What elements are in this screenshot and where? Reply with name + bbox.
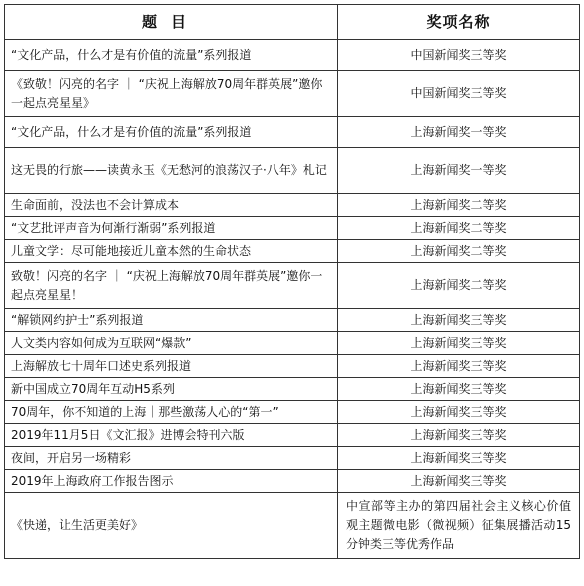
row-title: 生命面前，没法也不会计算成本 xyxy=(5,194,338,217)
row-award: 上海新闻奖三等奖 xyxy=(338,401,580,424)
table-row xyxy=(5,71,580,117)
row-title: 70周年，你不知道的上海｜那些激荡人心的“第一” xyxy=(5,401,338,424)
table-row xyxy=(5,40,580,71)
row-award: 上海新闻奖三等奖 xyxy=(338,470,580,493)
row-award: 上海新闻奖一等奖 xyxy=(338,117,580,148)
row-title: 新中国成立70周年互动H5系列 xyxy=(5,378,338,401)
column-header-title: 题目 xyxy=(5,5,338,40)
table-row xyxy=(5,240,580,263)
row-title: “文艺批评声音为何渐行渐弱”系列报道 xyxy=(5,217,338,240)
table-row xyxy=(5,493,580,559)
table-header-row xyxy=(5,5,580,40)
row-award: 中国新闻奖三等奖 xyxy=(338,71,580,117)
row-award: 中国新闻奖三等奖 xyxy=(338,40,580,71)
row-title: 《快递，让生活更美好》 xyxy=(5,493,338,559)
table-row xyxy=(5,332,580,355)
table-row xyxy=(5,470,580,493)
table-row xyxy=(5,355,580,378)
row-award: 上海新闻奖三等奖 xyxy=(338,424,580,447)
row-title: 2019年11月5日《文汇报》进博会特刊六版 xyxy=(5,424,338,447)
row-award: 上海新闻奖二等奖 xyxy=(338,240,580,263)
row-award: 上海新闻奖二等奖 xyxy=(338,217,580,240)
row-award: 上海新闻奖一等奖 xyxy=(338,148,580,194)
table-row xyxy=(5,401,580,424)
row-title: 致敬！闪亮的名字 ｜ “庆祝上海解放70周年群英展”邀你一起点亮星星！ xyxy=(5,263,338,309)
table-row xyxy=(5,378,580,401)
row-title: “解锁网约护士”系列报道 xyxy=(5,309,338,332)
row-award: 上海新闻奖三等奖 xyxy=(338,355,580,378)
row-title: “文化产品，什么才是有价值的流量”系列报道 xyxy=(5,40,338,71)
table-row xyxy=(5,217,580,240)
row-award: 上海新闻奖三等奖 xyxy=(338,332,580,355)
row-award: 中宣部等主办的第四届社会主义核心价值观主题微电影（微视频）征集展播活动15分钟类三等优秀作品 xyxy=(338,493,580,559)
table-row xyxy=(5,117,580,148)
awards-table xyxy=(4,4,580,559)
table-row xyxy=(5,148,580,194)
row-award: 上海新闻奖三等奖 xyxy=(338,309,580,332)
row-award: 上海新闻奖二等奖 xyxy=(338,263,580,309)
row-title: 《致敬！闪亮的名字 ｜ “庆祝上海解放70周年群英展”邀你一起点亮星星》 xyxy=(5,71,338,117)
row-award: 上海新闻奖二等奖 xyxy=(338,194,580,217)
row-title: 2019年上海政府工作报告图示 xyxy=(5,470,338,493)
column-header-award: 奖项名称 xyxy=(338,5,580,40)
row-title: 人文类内容如何成为互联网“爆款” xyxy=(5,332,338,355)
table-row xyxy=(5,424,580,447)
row-title: “文化产品，什么才是有价值的流量”系列报道 xyxy=(5,117,338,148)
table-row xyxy=(5,263,580,309)
table-row xyxy=(5,194,580,217)
row-award: 上海新闻奖三等奖 xyxy=(338,447,580,470)
row-award: 上海新闻奖三等奖 xyxy=(338,378,580,401)
row-title: 上海解放七十周年口述史系列报道 xyxy=(5,355,338,378)
table-row xyxy=(5,309,580,332)
row-title: 这无畏的行旅——读黄永玉《无愁河的浪荡汉子·八年》札记 xyxy=(5,148,338,194)
row-title: 儿童文学：尽可能地接近儿童本然的生命状态 xyxy=(5,240,338,263)
row-title: 夜间，开启另一场精彩 xyxy=(5,447,338,470)
table-row xyxy=(5,447,580,470)
